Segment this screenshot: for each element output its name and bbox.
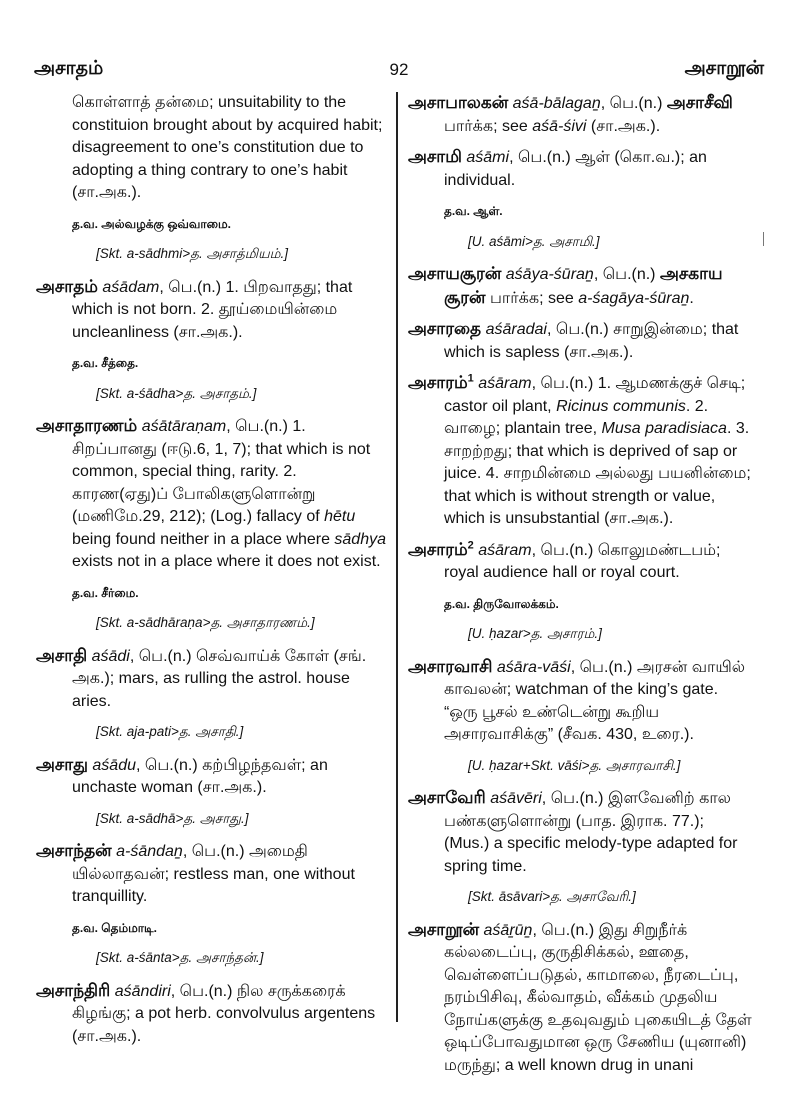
tamil-equivalent-note: த.வ. சீத்தை. [72, 356, 139, 370]
entry-text: . 3. சாறற்றது; that which is deprived of sap or juice. 4. சாறமின்மை அல்லது பயனின்மை; that which is without strength or value, which is unsubstantial (சா.அக.). [444, 420, 751, 527]
entry-text: , பெ.(n.) கொலுமண்டபம்; royal audience hall or royal court. [444, 541, 721, 581]
transliteration: aśādam [102, 278, 160, 296]
transliteration: Musa paradisiaca [601, 420, 727, 437]
etymology: [Skt. a-sādhāraṇa>த. அசாதாரணம்.] [96, 615, 315, 630]
transliteration: aśātāraṇam [141, 418, 227, 435]
entry-headword: அசாறூன் [408, 919, 480, 939]
etymology: [U. ḥazar+Skt. vāśi>த. அசாரவாசி.] [468, 757, 681, 773]
dictionary-entry [408, 919, 752, 1078]
dictionary-entry [36, 840, 386, 909]
dictionary-entry [408, 539, 752, 585]
entry-text: , பெ.(n.) 1. பிறவாதது; that which is not born. 2. தூய்மையின்மை uncleanliness (சா.அக.). [72, 278, 353, 341]
transliteration: hētu [324, 508, 356, 525]
transliteration: aśāya-śūraṉ [505, 266, 594, 283]
entry-headword: அசாசீவி [666, 93, 733, 112]
entry-text: (சா.அக.). [586, 117, 661, 135]
entry-text: , பெ.(n.) [593, 266, 660, 283]
entry-text: , பெ.(n.) ஆள் (கொ.வ.); an individual. [444, 149, 707, 189]
transliteration: aśāra-vāśi [496, 658, 571, 676]
entry-headword: அசாபாலகன் [408, 93, 509, 112]
tamil-equivalent-note: த.வ. திருவோலக்கம். [444, 596, 559, 611]
homonym-number: 2 [467, 539, 474, 552]
entry-headword: அசாயசூரன் [408, 264, 502, 283]
dictionary-entry [36, 980, 386, 1049]
page-header [34, 58, 764, 88]
dictionary-entry [36, 645, 386, 714]
dictionary-entry [408, 92, 752, 138]
entry-headword: அசாதி [36, 645, 88, 665]
etymology: [Skt. a-śānta>த. அசாந்தன்.] [96, 950, 264, 965]
tamil-equivalent-note: த.வ. சீர்மை. [72, 585, 139, 600]
entry-text: பார்க்க; see [444, 117, 533, 135]
transliteration: aśādi [91, 647, 130, 665]
dictionary-entry [36, 415, 386, 574]
right-running-headword: அசாறூன் [684, 58, 764, 79]
dictionary-entry [36, 276, 386, 345]
entry-text: exists not in a place where it does not exist. [72, 553, 381, 570]
dictionary-entry [408, 146, 752, 192]
page-number: 92 [389, 60, 409, 79]
entry-text: . 2. வாழை; plantain tree, [444, 397, 709, 437]
entry-text: , பெ.(n.) கற்பிழந்தவள்; an unchaste woman (சா.அக.). [72, 756, 328, 796]
entry-headword: அசாந்திரி [36, 980, 111, 1000]
entry-headword: அசாரம் [408, 373, 468, 392]
entry-headword: அசாதாரணம் [36, 416, 138, 435]
transliteration: sādhya [334, 530, 386, 548]
transliteration: aśāram [478, 541, 532, 559]
etymology: [Skt. a-śādha>த. அசாதம்.] [96, 385, 257, 401]
entry-text: , பெ.(n.) அரசன் வாயில் காவலன்; watchman of the king’s gate. “ஒரு பூசல் உண்டென்று கூறிய அசாரவாசிக்கு” (சீவக. 430, உரை.). [444, 658, 746, 743]
transliteration: aśā-śivi [532, 117, 587, 135]
etymology: [Skt. āsāvari>த. அசாவேரி.] [468, 889, 636, 904]
left-column [36, 92, 386, 1088]
transliteration: aśāṟūṉ [483, 921, 533, 939]
entry-text: , பெ.(n.) நில சருக்கரைக் கிழங்கு; a pot herb. convolvulus argentens (சா.அக.). [72, 982, 376, 1045]
left-running-headword: அசாதம் [34, 58, 104, 79]
transliteration: aśā-bālagaṉ [512, 95, 601, 112]
entry-headword: அசாரதை [408, 319, 482, 338]
entry-headword: அசாரவாசி [408, 656, 493, 676]
entry-headword: அசகாய சூரன் [444, 264, 723, 307]
transliteration: a-śagāya-śūraṉ [578, 289, 690, 307]
entry-text: , பெ.(n.) செவ்வாய்க் கோள் (சங். அக.); mars, as rulling the astrol. house aries. [72, 647, 367, 710]
entry-text: , பெ.(n.) அமைதி யில்லாதவன்; restless man, one without tranquillity. [72, 843, 355, 905]
entry-headword: அசாது [36, 754, 88, 774]
transliteration: a-śāndaṉ [116, 843, 183, 860]
etymology: [U. ḥazar>த. அசாரம்.] [468, 626, 602, 641]
entry-headword: அசாமி [408, 147, 462, 166]
entry-headword: அசாதம் [36, 276, 98, 296]
entry-headword: அசாந்தன் [36, 841, 112, 860]
dictionary-entry [408, 372, 752, 531]
dictionary-entry [408, 318, 752, 364]
entry-text: , பெ.(n.) இளவேனிற் கால பண்களுளொன்று (பாத. இராக. 77.); (Mus.) a specific melody-type adapted for spring time. [444, 790, 738, 875]
entry-headword: அசாவேரி [408, 788, 486, 807]
entry-headword: அசாரம் [408, 539, 468, 559]
homonym-number: 1 [467, 372, 474, 385]
entry-text: , பெ.(n.) [600, 95, 667, 112]
transliteration: aśāvēri [490, 790, 542, 807]
column-divider [396, 92, 398, 1022]
margin-mark [763, 232, 764, 246]
tamil-equivalent-note: த.வ. தெம்மாடி. [72, 920, 157, 935]
entry-text: கொள்ளாத் தன்மை; unsuitability to the constituion brought about by acquired habit; disagreement to one’s constitution due to adopting a thing contrary to one’s habit (சா.அக.). [72, 94, 383, 201]
entry-text: , பெ.(n.) 1. சிறப்பானது (ஈடு.6, 1, 7); that which is not common, special thing, rarity. 2. காரண(ஏது)ப் போலிகளுளொன்று (மணிமே.29, 212); (Log.) fallacy of [72, 418, 371, 525]
tamil-equivalent-note: த.வ. அல்வழக்கு ஒவ்வாமை. [72, 216, 231, 231]
transliteration: aśāndiri [114, 982, 171, 1000]
transliteration: Ricinus communis [556, 397, 686, 415]
etymology: [Skt. a-sādhmi>த. அசாத்மியம்.] [96, 246, 289, 261]
dictionary-entry [408, 656, 752, 747]
transliteration: aśāradai [485, 321, 547, 338]
tamil-equivalent-note: த.வ. ஆள். [444, 204, 503, 218]
entry-text: , பெ.(n.) 1. ஆமணக்குச் செடி; castor oil plant, [444, 375, 746, 415]
entry-text: , பெ.(n.) இது சிறுநீர்க் கல்லடைப்பு, குருதிசிக்கல், ஊதை, வெள்ளைப்படுதல், காமாலை, நீரடைப்பு, நரம்பிசிவு, கீல்வாதம், வீக்கம் முதலிய நோய்களுக்கு உதவுவதும் புகையிடத் தேள் ஒடிப்போவதுமான ஒரு சேணிய (யுனானி) மருந்து; a well known drug in unani [444, 921, 752, 1074]
transliteration: aśādu [92, 756, 136, 774]
dictionary-entry [36, 92, 386, 205]
etymology: [U. aśāmi>த. அசாமி.] [468, 233, 600, 249]
entry-text: being found neither in a place where [72, 530, 335, 548]
dictionary-entry [408, 787, 752, 878]
etymology: [Skt. aja-pati>த. அசாதி.] [96, 724, 244, 739]
entry-text: . [689, 289, 694, 307]
dictionary-entry [36, 754, 386, 800]
transliteration: aśāram [478, 375, 532, 392]
entry-text: , பெ.(n.) சாறுஇன்மை; that which is sapless (சா.அக.). [444, 321, 739, 361]
transliteration: aśāmi [466, 149, 510, 166]
dictionary-entry [408, 263, 752, 310]
entry-text: பார்க்க; see [485, 289, 579, 307]
etymology: [Skt. a-sādhā>த. அசாது.] [96, 810, 249, 826]
right-column [408, 92, 752, 1088]
